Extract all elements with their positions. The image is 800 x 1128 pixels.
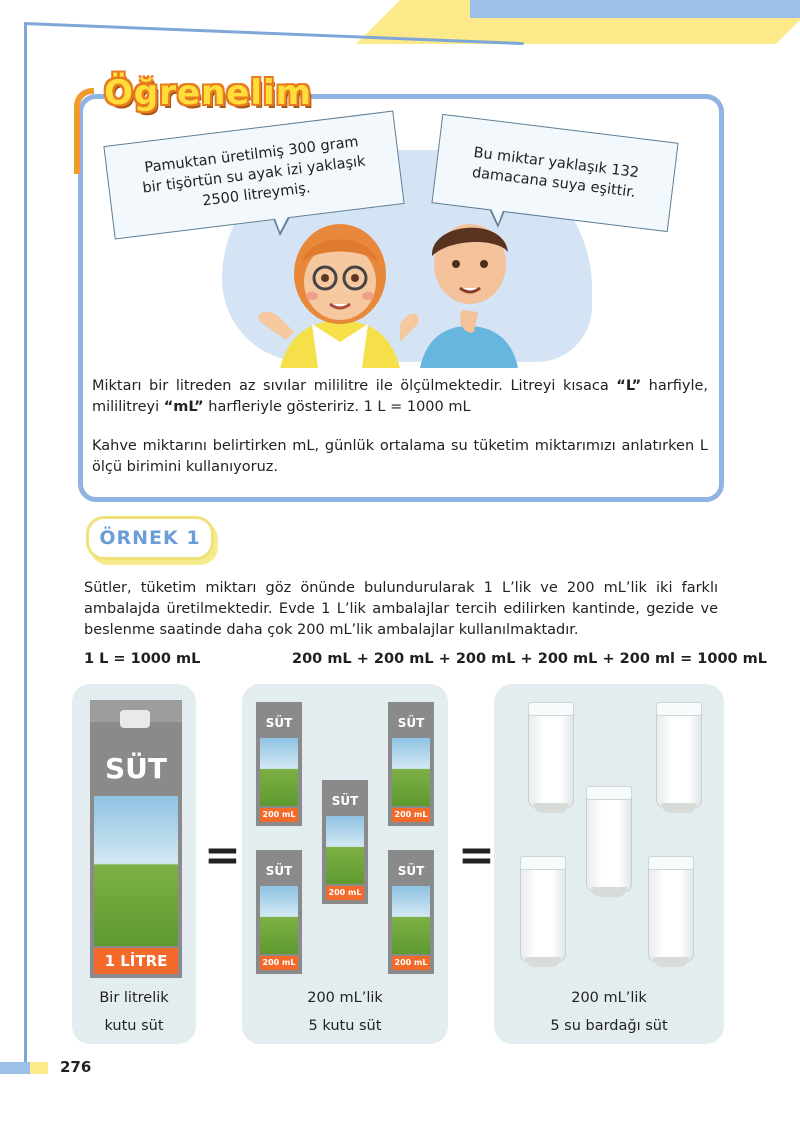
girl-illustration — [259, 224, 419, 368]
page-number: 276 — [60, 1058, 92, 1076]
milk-glass — [586, 786, 632, 892]
bubble-tail-left-fill — [270, 205, 294, 232]
carton-cap — [120, 710, 150, 728]
equals-sign: = — [458, 830, 495, 881]
learn-para1-part-c: harfiyle, mililitreyi — [92, 378, 708, 415]
caption-five-glasses — [494, 984, 724, 1040]
speech-bubble-left-text: Pamuktan üretilmiş 300 gram bir tişörtün su ayak izi yaklaşık 2500 litreymiş. — [141, 134, 367, 210]
small-milk-carton — [388, 702, 434, 826]
learn-title-text: Öğrenelim — [104, 73, 313, 113]
caption-one-litre-line1: Bir litrelik — [99, 990, 169, 1006]
caption-five-cartons-line1: 200 mL’lik — [307, 990, 383, 1006]
small-carton-label: SÜT — [265, 716, 293, 730]
small-carton-scene — [392, 886, 430, 954]
big-milk-carton — [90, 700, 182, 978]
caption-five-glasses-line1: 200 mL’lik — [571, 990, 647, 1006]
small-carton-label: SÜT — [397, 864, 425, 878]
learn-para1-part-a: Miktarı bir litreden az sıvılar mililitre ile ölçülmektedir. Litreyi kısaca — [92, 378, 617, 394]
small-carton-scene — [260, 886, 298, 954]
small-carton-badge: 200 mL — [392, 956, 430, 970]
small-carton-scene — [260, 738, 298, 806]
big-carton-badge: 1 LİTRE — [94, 948, 178, 974]
small-carton-badge: 200 mL — [260, 956, 298, 970]
small-milk-carton — [388, 850, 434, 974]
milk-glass — [528, 702, 574, 808]
caption-one-litre — [72, 984, 196, 1040]
equation-left: 1 L = 1000 mL — [84, 651, 201, 667]
learn-paragraph-2: Kahve miktarını belirtirken mL, günlük ortalama su tüketim miktarımızı anlatırken L ölçü birimini kullanıyoruz. — [92, 438, 708, 475]
small-milk-carton — [322, 780, 368, 904]
small-carton-scene — [326, 816, 364, 884]
small-carton-label: SÜT — [397, 716, 425, 730]
example-intro: Sütler, tüketim miktarı göz önünde bulundurularak 1 L’lik ve 200 mL’lik iki farklı ambalajda üretilmektedir. Evde 1 L’lik ambalajlar tercih edilirken kantinde, gezide ve beslenme saatinde daha çok 200 mL’lik ambalajlar kullanılmaktadır. — [84, 580, 718, 638]
speech-bubble-right-text: Bu miktar yaklaşık 132 damacana suya eşittir. — [471, 144, 640, 201]
example-title: ÖRNEK 1 — [86, 516, 214, 560]
equals-sign: = — [204, 830, 241, 881]
learn-title — [104, 64, 313, 122]
learn-para1-part-e: harfleriyle gösteririz. 1 L = 1000 mL — [203, 399, 471, 415]
milk-glass — [656, 702, 702, 808]
learn-box-accent — [74, 88, 94, 174]
small-carton-badge: 200 mL — [392, 808, 430, 822]
caption-one-litre-line2: kutu süt — [104, 1018, 164, 1034]
caption-five-glasses-line2: 5 su bardağı süt — [550, 1018, 668, 1034]
big-carton-label: SÜT — [104, 752, 167, 785]
milk-glass — [520, 856, 566, 962]
top-decoration-blue — [470, 0, 800, 18]
caption-five-cartons — [242, 984, 448, 1040]
small-carton-scene — [392, 738, 430, 806]
learn-paragraph-1 — [92, 376, 708, 418]
bubble-tail-right-fill — [486, 197, 508, 224]
milk-glass — [648, 856, 694, 962]
small-milk-carton — [256, 702, 302, 826]
boy-illustration — [420, 224, 518, 368]
small-carton-label: SÜT — [265, 864, 293, 878]
learn-para1-L: “L” — [616, 378, 642, 394]
page-number-bar-yellow — [30, 1062, 48, 1074]
small-carton-badge: 200 mL — [326, 886, 364, 900]
page-frame-left — [24, 22, 27, 1062]
page-number-bar-blue — [0, 1062, 30, 1074]
big-carton-scene — [94, 796, 178, 946]
caption-five-cartons-line2: 5 kutu süt — [308, 1018, 382, 1034]
small-carton-label: SÜT — [331, 794, 359, 808]
small-carton-badge: 200 mL — [260, 808, 298, 822]
equation-right: 200 mL + 200 mL + 200 mL + 200 mL + 200 ml = 1000 mL — [292, 651, 768, 667]
learn-para1-mL: “mL” — [163, 399, 204, 415]
small-milk-carton — [256, 850, 302, 974]
